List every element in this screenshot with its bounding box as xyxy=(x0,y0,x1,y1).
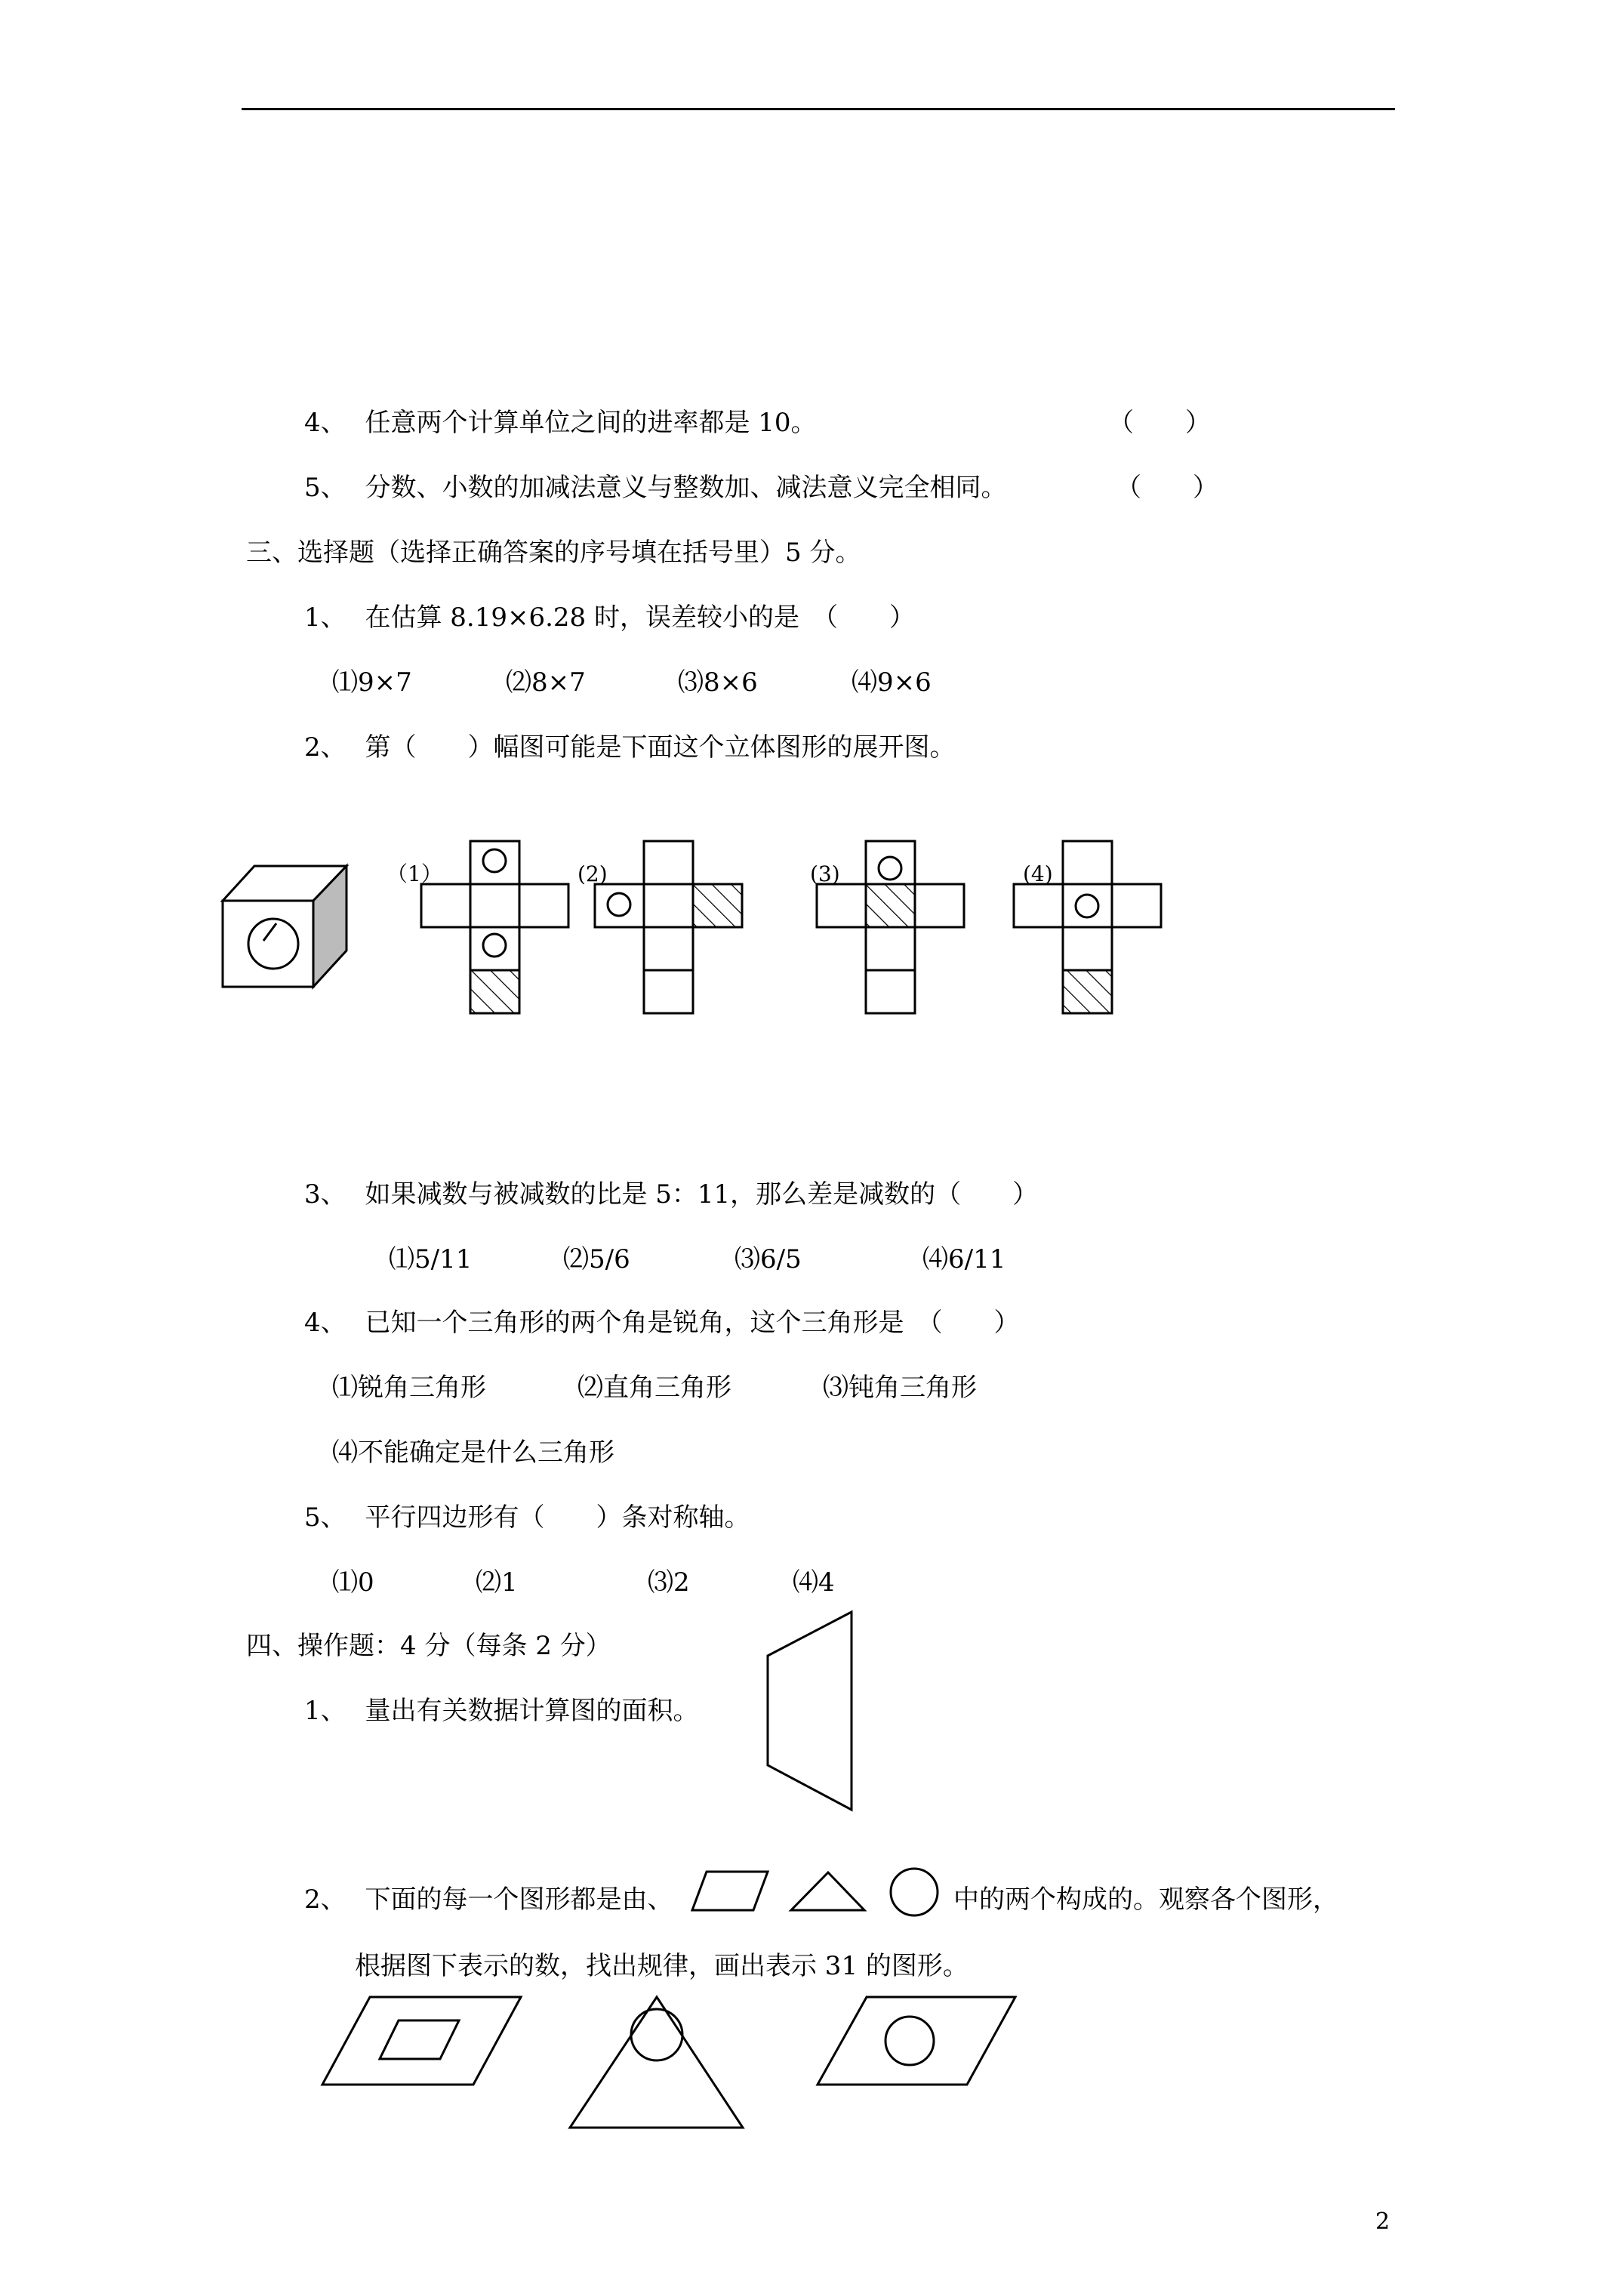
item-number: 4、 xyxy=(304,408,346,438)
cube-net-4 xyxy=(1014,841,1161,1013)
section-title: 三、选择题（选择正确答案的序号填在括号里）5 分。 xyxy=(246,538,861,568)
answer-bracket[interactable]: （ ） xyxy=(1116,473,1218,503)
figure-parallelogram-circle xyxy=(818,1997,1015,2085)
question-text: 第（ ）幅图可能是下面这个立体图形的展开图。 xyxy=(365,732,956,763)
question-number: 2、 xyxy=(304,732,346,763)
option: ⑵5/6 xyxy=(563,1244,630,1274)
net-label: （1） xyxy=(387,861,442,886)
question-text: 平行四边形有（ ）条对称轴。 xyxy=(365,1502,750,1533)
cube-net-3 xyxy=(817,841,964,1013)
answer-bracket[interactable]: （ ） xyxy=(1108,408,1211,438)
question-text: 量出有关数据计算图的面积。 xyxy=(365,1696,699,1726)
option: ⑴0 xyxy=(332,1567,374,1598)
trapezoid-figure xyxy=(768,1612,852,1810)
option: ⑴9×7 xyxy=(332,667,412,698)
option: ⑶8×6 xyxy=(678,667,758,698)
item-text: 分数、小数的加减法意义与整数加、减法意义完全相同。 xyxy=(365,473,1007,503)
figure-parallelogram-square xyxy=(322,1997,521,2085)
option: ⑷9×6 xyxy=(852,667,932,698)
question-text-continued: 中的两个构成的。观察各个图形， xyxy=(953,1885,1338,1915)
net-label: (4) xyxy=(1023,861,1053,886)
option: ⑷4 xyxy=(793,1567,835,1598)
question-number: 1、 xyxy=(304,603,346,633)
question-number: 1、 xyxy=(304,1696,346,1726)
cube-net-2 xyxy=(595,841,742,1013)
net-label: (2) xyxy=(577,861,608,886)
option: ⑷6/11 xyxy=(922,1244,1006,1274)
question-text-line2: 根据图下表示的数，找出规律，画出表示 31 的图形。 xyxy=(355,1951,969,1981)
net-label: (3) xyxy=(810,861,840,886)
question-number: 3、 xyxy=(304,1179,346,1210)
figure-triangle-circle xyxy=(570,1997,743,2128)
question-text: 在估算 8.19×6.28 时，误差较小的是 （ ） xyxy=(365,603,915,633)
section-title: 四、操作题：4 分（每条 2 分） xyxy=(246,1631,611,1661)
option: ⑷不能确定是什么三角形 xyxy=(332,1438,614,1468)
option: ⑴锐角三角形 xyxy=(332,1373,486,1403)
option: ⑵8×7 xyxy=(506,667,586,698)
question-text: 如果减数与被减数的比是 5：11，那么差是减数的（ ） xyxy=(365,1179,1039,1210)
question-number: 5、 xyxy=(304,1502,346,1533)
option: ⑶2 xyxy=(648,1567,690,1598)
option: ⑵1 xyxy=(476,1567,518,1598)
item-text: 任意两个计算单位之间的进率都是 10。 xyxy=(365,408,817,438)
inline-triangle xyxy=(791,1872,864,1910)
question-number: 4、 xyxy=(304,1308,346,1338)
question-text: 下面的每一个图形都是由、 xyxy=(365,1885,673,1915)
cube-figure xyxy=(223,866,346,987)
item-number: 5、 xyxy=(304,473,346,503)
option: ⑴5/11 xyxy=(389,1244,473,1274)
question-text: 已知一个三角形的两个角是锐角，这个三角形是 （ ） xyxy=(365,1308,1020,1338)
question-number: 2、 xyxy=(304,1885,346,1915)
option: ⑵直角三角形 xyxy=(577,1373,731,1403)
page-number: 2 xyxy=(1375,2208,1390,2235)
option: ⑶6/5 xyxy=(735,1244,802,1274)
cube-net-1 xyxy=(421,841,568,1013)
inline-circle xyxy=(891,1869,938,1915)
inline-parallelogram xyxy=(692,1872,768,1910)
option: ⑶钝角三角形 xyxy=(823,1373,977,1403)
